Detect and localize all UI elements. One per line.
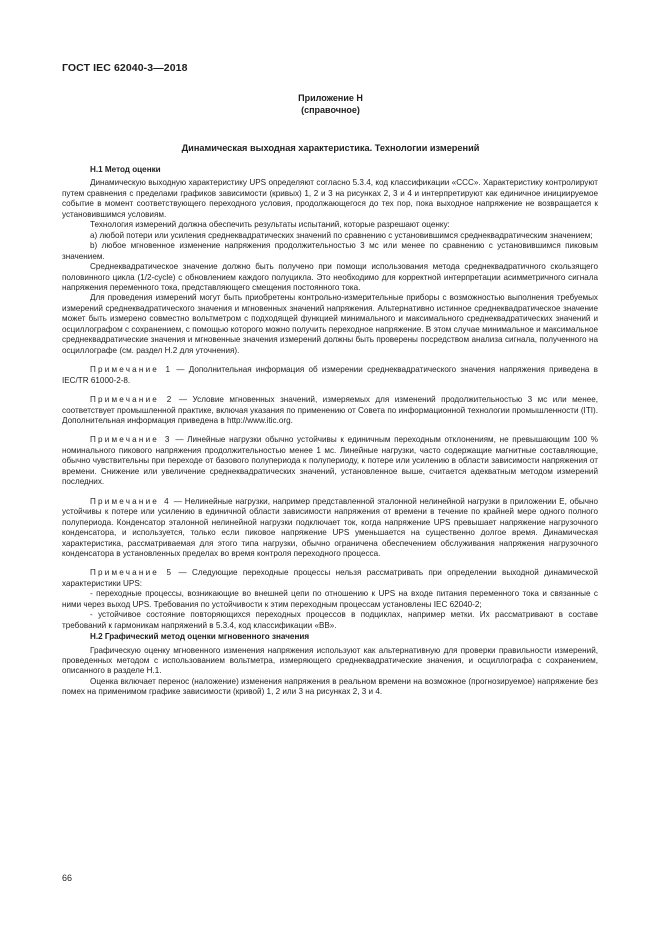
paragraph: Среднеквадратическое значение должно быть получено при помощи использования метода среднеквадратичного скользящего половинного цикла (1/2-cycle) с обновлением каждого полуцикла. Это необходимо для корректной интерпретации асимметричного сигнала напряжения переменного тока, представляющего смещения постоянного тока. — [62, 262, 598, 292]
appendix-kind: (справочное) — [301, 105, 360, 115]
note-label: Примечание 5 — [90, 568, 174, 578]
list-item: b) любое мгновенное изменение напряжения продолжительностью 3 мс или менее по сравнению с установившимся пиковым значением. — [62, 241, 598, 261]
note-4 — [62, 497, 598, 560]
note-3 — [62, 435, 598, 487]
section-heading-h1: Н.1 Метод оценки — [90, 165, 161, 174]
paragraph: Для проведения измерений могут быть приобретены контрольно-измерительные приборы с возможностью выполнения требуемых измерений среднеквадратического значения и мгновенных значений напряжения. Альтернативно истинное среднеквадратическое значение может быть измерено совместно вольтметром с подходящей функцией минимального и максимального среднеквадратических значений и осциллографом с сохранением, с помощью которого можно получить переходное напряжение. В этом случае минимальное и максимальное среднеквадратические значения и мгновенные значения измерений должны быть проверены посредством анализа сигнала, полученного на осциллографе (см. раздел Н.2 для уточнения). — [62, 293, 598, 355]
note-label: Примечание 3 — [90, 435, 172, 445]
note-5 — [62, 568, 598, 589]
list-item: а) любой потери или усиления среднеквадратических значений по сравнению с установившимся среднеквадратическим значением; — [90, 230, 593, 240]
appendix-title: Приложение Н — [298, 93, 363, 103]
section-heading-h2: Н.2 Графический метод оценки мгновенного значения — [90, 632, 310, 642]
note-text: — Дополнительная информация об измерении среднеквадратического значения напряжения приведена в IEC/TR 61000-2-8. — [62, 365, 598, 385]
paragraph: Динамическую выходную характеристику UPS определяют согласно 5.3.4, код классификации «ССС». Характеристику контролируют путем сравнения с пределами графиков зависимости (кривых) 1, 2 и 3 на рисунках 2, 3 и 4 и интерпретируют как единичное инициируемое событие в момент соответствующего переходного условия, продолжающегося до тех пор, пока выходное напряжение не возвращается к установившимся условиям. — [62, 178, 598, 219]
note-list-item: - устойчивое состояние повторяющихся переходных процессов в подциклах, например метки. Их рассматривают в составе требований к гармоникам напряжений в 5.3.4, код классификации «ВВ». — [62, 610, 598, 630]
note-text: — Нелинейные нагрузки, например представленной эталонной нелинейной нагрузки в приложении Е, обычно устойчивы к потере или усилению в единичной области зависимости напряжения от времени в течение по крайней мере одного полного полупериода. Конденсатор эталонной нелинейной нагрузки подключает ток, когда напряжение UPS превышает напряжение нагрузочного конденсатора, и используется, только если пиковое напряжение UPS уменьшается на существенно долгое время. Динамическая характеристика, рассматриваемая для этого типа нагрузки, обычно ограничена обеспечением обслуживания напряжения нагрузочного конденсатора в установленных пределах во время контроля переходного процесса. — [62, 496, 598, 558]
note-text: — Условие мгновенных значений, измеряемых для изменений продолжительностью 3 мс или менее, соответствует промышленной практике, включая указания по применению от Совета по информационной технологии промышленности (ITI). Дополнительная информация приведена в http://www.itic.org. — [62, 395, 598, 425]
page-number: 66 — [62, 873, 73, 883]
note-label: Примечание 4 — [90, 496, 171, 506]
note-text: — Линейные нагрузки обычно устойчивы к единичным переходным отклонениям, не превышающим 100 % номинального пикового напряжения продолжительностью менее 1 мс. Линейные нагрузки, часто содержащие магнитные составляющие, обычно чувствительны при переходе от базового полупериода к полупериоду, к потере или усилению в области зависимости напряжения от времени. Снижение или увеличение среднеквадратических значений, установленное выше, считается адекватным методом измерений последних. — [62, 435, 598, 487]
note-1 — [62, 365, 598, 386]
note-text: — Следующие переходные процессы нельзя рассматривать при определении выходной динамической характеристики UPS: — [62, 568, 598, 588]
paragraph: Оценка включает перенос (наложение) изменения напряжения в реальном времени на возможное (прогнозируемое) напряжение без помех на применимом графике зависимости (кривой) 1, 2 или 3 на рисунках 2, 3 и 4. — [62, 676, 598, 697]
body-text — [62, 165, 598, 698]
appendix-heading — [0, 92, 661, 116]
standard-designation: ГОСТ IEC 62040-3—2018 — [62, 62, 188, 74]
paragraph: Технология измерений должна обеспечить результаты испытаний, которые разрешают оценку: — [90, 220, 450, 230]
note-2 — [62, 395, 598, 426]
note-list-item: - переходные процессы, возникающие во внешней цепи по отношению к UPS на входе питания переменного тока и связанные с ними через выход UPS. Требования по устойчивости к этим переходным процессам установлены IEC 62040-2; — [62, 589, 598, 609]
document-title: Динамическая выходная характеристика. Технологии измерений — [181, 143, 480, 153]
note-label: Примечание 2 — [90, 395, 174, 405]
note-label: Примечание 1 — [90, 365, 173, 375]
paragraph: Графическую оценку мгновенного изменения напряжения используют как альтернативную для проверки правильности измерений, проведенных методом с использованием вольтметра, измеряющего среднеквадратические значения, и осциллографа с сохранением, описанного в разделе Н.1. — [62, 645, 598, 676]
